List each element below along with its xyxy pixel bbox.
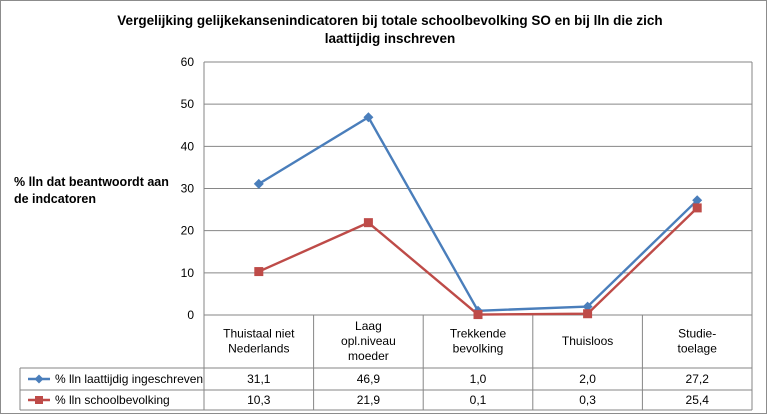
data-table-value: 2,0 (579, 372, 596, 386)
y-tick-label: 20 (180, 223, 194, 238)
data-table-value: 0,1 (469, 393, 487, 407)
data-table-value: 25,4 (685, 393, 709, 407)
y-tick-label: 10 (180, 265, 194, 280)
y-axis-label: % lln dat beantwoordt aan de indcatoren (14, 175, 169, 206)
y-tick-label: 40 (180, 139, 194, 154)
x-tick-label: Thuistaal niet (223, 326, 295, 341)
x-tick-label: Trekkende (449, 326, 507, 341)
x-tick-label: toelage (677, 341, 717, 356)
x-tick-label: Studie- (678, 326, 717, 341)
x-tick-label: Thuisloos (561, 334, 614, 348)
y-tick-label: 30 (180, 181, 194, 196)
y-tick-label: 0 (187, 308, 194, 322)
legend-key-diamond (35, 375, 44, 384)
data-table-value: 1,0 (469, 372, 487, 386)
x-tick-label: Nederlands (228, 341, 290, 356)
data-point-square (474, 310, 483, 319)
data-point-square (364, 218, 373, 227)
data-table-value: 46,9 (356, 372, 381, 386)
chart-title: Vergelijking gelijkekansenindicatoren bij totale schoolbevolking SO en bij lln die zich laattijdig inschreven (117, 13, 663, 46)
x-tick-label: bevolking (452, 341, 504, 356)
data-point-square (693, 203, 702, 212)
data-table-value: 21,9 (356, 393, 381, 407)
series-line (259, 208, 697, 315)
y-tick-label: 50 (180, 97, 194, 112)
data-point-square (254, 267, 263, 276)
data-table-value: 0,3 (579, 393, 596, 407)
x-tick-label: opl.niveau (341, 334, 396, 348)
legend-series-name: % lln laattijdig ingeschreven (55, 372, 204, 386)
data-point-square (583, 309, 592, 318)
data-table-value: 27,2 (685, 372, 709, 386)
x-tick-label: moeder (348, 349, 389, 363)
x-tick-label: Laag (355, 319, 382, 333)
y-tick-label: 60 (180, 55, 194, 69)
data-table-value: 31,1 (247, 372, 271, 386)
data-table-value: 10,3 (247, 393, 271, 407)
legend-series-name: % lln schoolbevolking (55, 393, 170, 407)
legend-key-square (35, 396, 43, 404)
